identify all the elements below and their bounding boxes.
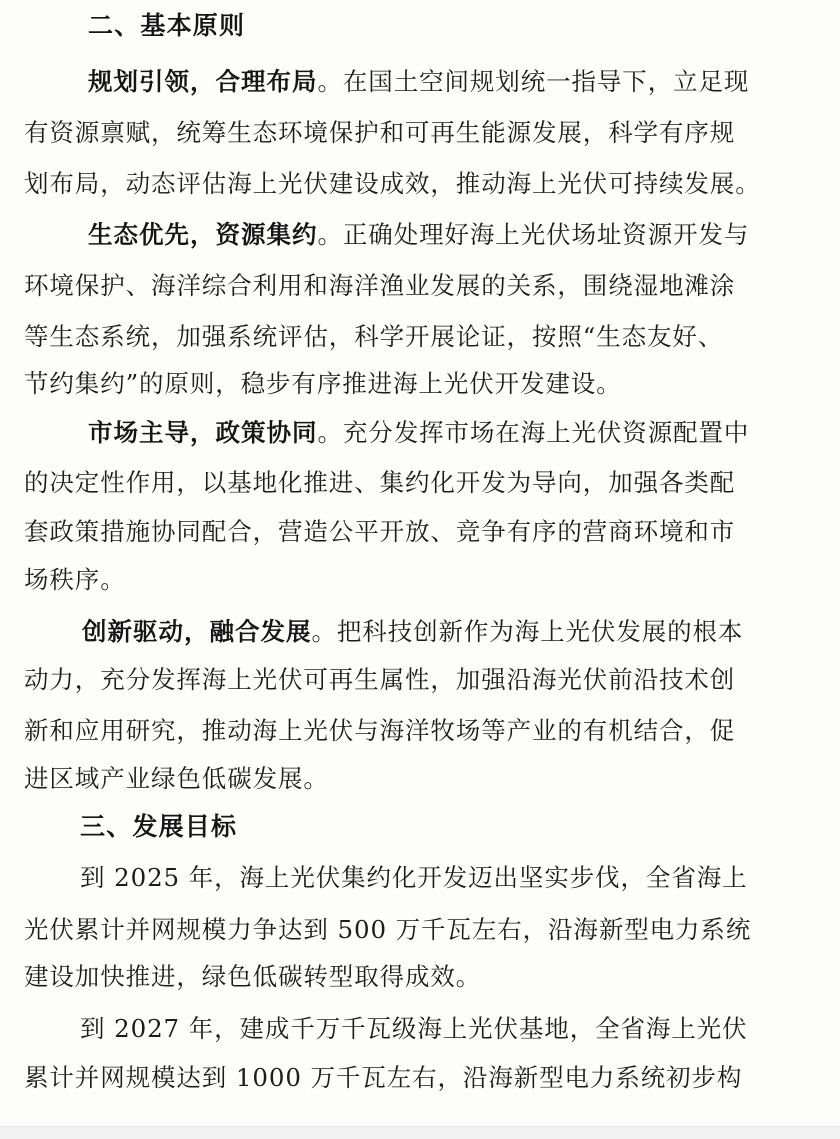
- principle-2-text: 。正确处理好海上光伏场址资源开发与: [317, 220, 750, 249]
- principle-4-text: 。把科技创新作为海上光伏发展的根本: [311, 617, 744, 646]
- principle-2-line-1: [0, 217, 840, 253]
- goal-1-line-3: 建设加快推进，绿色低碳转型取得成效。: [24, 962, 482, 991]
- principle-4-line-2: 动力，充分发挥海上光伏可再生属性，加强沿海光伏前沿技术创: [24, 665, 736, 694]
- principle-4-line-4: 进区域产业绿色低碳发展。: [24, 764, 329, 793]
- principle-3-line-3: 套政策措施协同配合，营造公平开放、竞争有序的营商环境和市: [24, 517, 736, 546]
- principle-2-line-4: 节约集约”的原则，稳步有序推进海上光伏开发建设。: [24, 369, 622, 398]
- page-bottom-edge: [0, 1126, 840, 1139]
- principle-1-lead: 规划引领，合理布局: [88, 67, 318, 96]
- goal-2-line-2: 累计并网规模达到 1000 万千瓦左右，沿海新型电力系统初步构: [24, 1063, 743, 1092]
- goal-1-line-2: 光伏累计并网规模力争达到 500 万千瓦左右，沿海新型电力系统: [24, 915, 752, 944]
- principle-3-text: 。充分发挥市场在海上光伏资源配置中: [317, 418, 750, 447]
- principle-3-line-4: 场秩序。: [24, 565, 126, 594]
- goal-2-line-1: 到 2027 年，建成千万千瓦级海上光伏基地，全省海上光伏: [80, 1014, 748, 1043]
- section-heading-development-goals: 三、发展目标: [80, 812, 238, 841]
- principle-1-line-1: [0, 64, 840, 100]
- goal-1-line-1: 到 2025 年，海上光伏集约化开发迈出坚实步伐，全省海上: [80, 863, 748, 892]
- principle-4-line-1: [0, 614, 840, 650]
- principle-2-lead: 生态优先，资源集约: [88, 220, 318, 249]
- principle-1-line-3: 划布局，动态评估海上光伏建设成效，推动海上光伏可持续发展。: [24, 169, 761, 198]
- principle-3-lead: 市场主导，政策协同: [88, 418, 318, 447]
- section-heading-basic-principles: 二、基本原则: [88, 11, 246, 40]
- principle-3-line-1: [0, 415, 840, 451]
- principle-2-line-2: 环境保护、海洋综合利用和海洋渔业发展的关系，围绕湿地滩涂: [24, 271, 736, 300]
- principle-2-line-3: 等生态系统，加强系统评估，科学开展论证，按照“生态友好、: [24, 322, 724, 351]
- principle-1-line-2: 有资源禀赋，统筹生态环境保护和可再生能源发展，科学有序规: [24, 118, 736, 147]
- principle-3-line-2: 的决定性作用，以基地化推进、集约化开发为导向，加强各类配: [24, 468, 736, 497]
- principle-1-text: 。在国土空间规划统一指导下，立足现: [317, 67, 750, 96]
- principle-4-line-3: 新和应用研究，推动海上光伏与海洋牧场等产业的有机结合，促: [24, 716, 736, 745]
- principle-4-lead: 创新驱动，融合发展: [82, 617, 312, 646]
